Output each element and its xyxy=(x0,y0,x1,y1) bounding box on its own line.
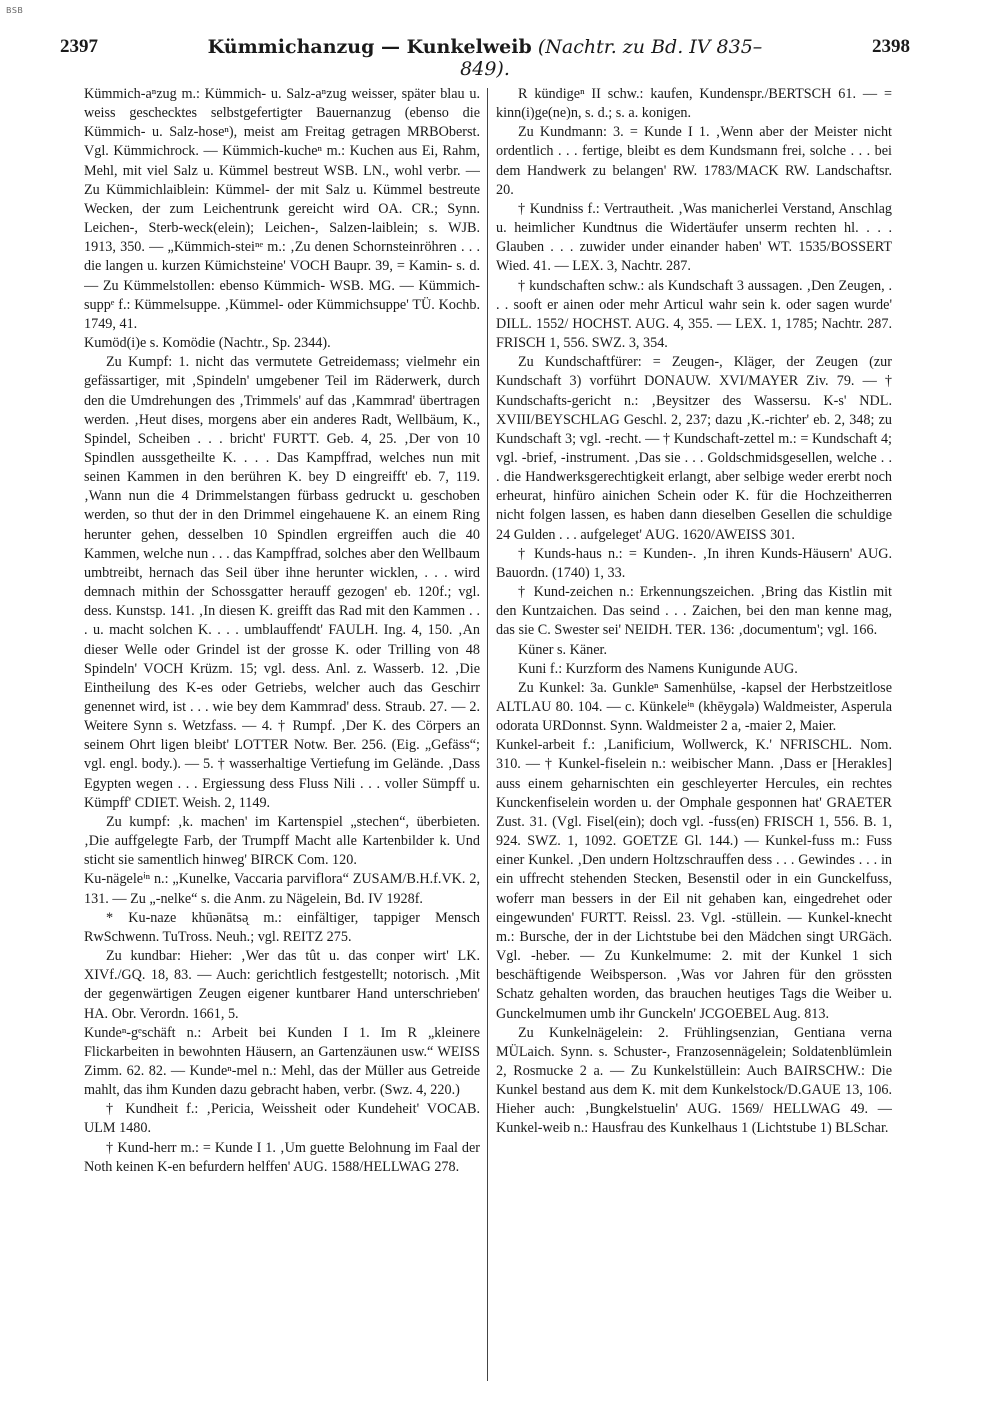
entry-kund-zeichen: † Kund-zeichen n.: Erkennungszeichen. ‚Bring das Kistlin mit den Kuntzaichen. Das seind . . . Zaichen, bei den man kenne mag, das sie C. Swester sei' NEIDH. TER. 136: ‚documentum'; vgl. 166. xyxy=(496,584,892,639)
running-title xyxy=(200,36,770,80)
entry-kund-herr: † Kund-herr m.: = Kunde I 1. ‚Um guette Belohnung im Faal der Noth keinen K-en befurdern helffen' AUG. 1588/HELLWAG 278. xyxy=(84,1139,480,1175)
entry-kunkel: Zu Kunkel: 3a. Gunkleⁿ Samenhülse, -kapsel der Herbstzeitlose ALTLAU 80. 104. — c. Künkeleⁱⁿ (khēyɡələ) Waldmeister, Asperula odorata URDonnst. Synn. Waldmeister 2 a, -maier 2, Maier. xyxy=(496,679,892,735)
entry-kuendigen: R kündigeⁿ II schw.: kaufen, Kundenspr./BERTSCH 61. — = kinn(i)ge(ne)n, s. d.; s. a. konigen. xyxy=(496,86,892,122)
entry-kuener: Küner s. Käner. xyxy=(518,641,608,658)
page-number-right: 2398 xyxy=(872,36,910,57)
entry-kundbar: Zu kundbar: Hieher: ‚Wer das tût u. das conper wirt' LK. XIVf./GQ. 18, 83. — Auch: gerichtlich festgestellt; notorisch. ‚Mit der gegenwärtigen Zeugen eigener kuntbarer Hand unterschrieben' HA. Obr. Verordn. 1661, 5. xyxy=(84,948,480,1022)
entry-kumpf-adj: Zu kumpf: ‚k. machen' im Kartenspiel „stechen“, überbieten. ‚Die auffgelegte Farb, der Trumpff Macht alle Kartenbilder k. Und sticht sie samentlich hinweg' BIRCK Com. 120. xyxy=(84,813,480,869)
entry-kumpf: Zu Kumpf: 1. nicht das vermutete Getreidemass; vielmehr ein gefässartiger, mit ‚Spindeln' umgebener Teil im Räderwerk, durch den die Umdrehungen des ‚Trimmels' auf das ‚Kammrad' übertragen werden. ‚Heut dises, morgens aber ein anderes Radt, Wellbäum, K., Spindel, Scheiben . . . bricht' FURTT. Geb. 4, 25. ‚Der von 10 Spindlen aussgetheilte K. . . . Das Kampffrad, welches nun mit seinen Kammen in den berühren K. bey D eingreifft' eb. 7, 119. ‚Wann nun die 4 Drimmelstangen fürbass gedruckt u. geschoben werden, so thut der in den Drimmel eingehauene K. an einem Ring herunter gehen, desselben 10 Spindlen ergreiffen auch die 40 Kammen, welche nun . . . das Kampffrad, solches aber den Wellbaum umbtreibt, hernach das Seil über ihne herunter wicklen, . . . wird demnach mithin der Schossgatter herauff gezogen' eb. 120f.; vgl. dess. Kunstsp. 141. ‚In diesen K. greifft das Rad mit den Kammen . . . u. macht solchen K. . . . umblauffendt' FAULH. Ing. 4, 150. ‚An dieser Welle oder Grindel ist der grosse K. oder Trilling von 48 Spindeln' VOCH Krüzm. 15; vgl. dess. Anl. z. Wasserb. 12. ‚Die Eintheilung des K-es oder Getriebs, welcher auch das Geschirr genennet wird, ist . . . wie bey dem Kammrad' dess. Straub. 27. — 2. Weitere Synn s. Wetzfass. — 4. † Rumpf. ‚Der K. des Cörpers an seinem Ohrt ligen bleibt' LOTTER Notw. Ber. 256. (Eig. „Gefäss“; vgl. engl. body.). — 5. † wasserhaltige Vertiefung im Gelände. ‚Dass Egypten wegen . . . Ergiessung dess Fluss Nili . . . voller Sümpff u. Kümpff' CDIET. Weish. 2, 1149. xyxy=(84,354,480,811)
entry-kuemmich-anzug: Kümmich-aⁿzug m.: Kümmich- u. Salz-aⁿzug weisser, später blau u. weiss geschecktes selbstgefertigter Bauernanzug (ebenso die Kümmich- u. Salz-hoseⁿ), meist am Freitag getragen MRBOberst. Vgl. Kümmichrock. — Kümmich-kucheⁿ m.: Kuchen aus Ei, Rahm, Mehl, mit viel Salz u. Kümmel bestreut WSB. LN., wohl verbr. — Zu Kümmichlaiblein: Kümmel- der mit Salz u. Kümmel bestreute Wecken, der zum Leichentrunk gereicht wird OA. CR.; Synn. Leichen-, Sterb-weck(elein); Leichen-, Salzen-laiblein; s. WJB. 1913, 350. — „Kümmich-steiⁿᵉ m.: ‚Zu denen Schornsteinröhren . . . die langen u. kurzen Kümichsteine' VOCH Baupr. 39, = Kamin- s. d. — Zu Kümmelstollen: ebenso Kümmich- WSB. MG. — Kümmich-suppᵉ f.: Kümmelsuppe. ‚Kümmel- oder Kümmichsuppe' TÜ. Kochb. 1749, 41. xyxy=(84,86,480,332)
entry-kundmann: Zu Kundmann: 3. = Kunde I 1. ‚Wenn aber der Meister nicht ordentlich . . . fertige, bleibt es dem Kundsmann frei, solche . . . bei dem Handwerk zu belangen' RW. 1783/MACK RW. Landschaftsr. 20. xyxy=(496,124,892,198)
entry-kuni: Kuni f.: Kurzform des Namens Kunigunde AUG. xyxy=(518,660,798,677)
entry-kunkel-arbeit: Kunkel-arbeit f.: ‚Lanificium, Wollwerck, K.' NFRISCHL. Nom. 310. — † Kunkel-fiselein n.: weibischer Mann. ‚Dass er [Herakles] auss einem geharnischten ein geschleyerter Hercules, ein rechtes Kunckenfiselein worden u. der Omphale gesponnen hat' GRAETER Zust. 31. (Vgl. Fisel(ein); doch vgl. -fuss(en) FRISCH 1, 556. B. 1, 924. SWZ. 1, 1092. GOETZE Gl. 144.) — Kunkel-fuss m.: Fuss einer Kunkel. ‚Den undern Holtzschrauffen dess . . . Gewindes . . . in ein uffrecht stehenden Stecken, Besenstil oder in ein Gunckelfuss, woferr man bessers in der Eil nit gehaben kan, eingedrehet oder eingewunden' FURTT. Reissl. 23. Vgl. -stüllein. — Kunkel-knecht m.: Bursche, der in der Lichtstube bei den Mädchen singt URGäch. Vgl. -heber. — Zu Kunkelmume: 2. mit der Kunkel 1 sich beschäftigende Weibsperson. ‚Was vor Jahren für den grössten Schatz gehalten worden, das brauchen heutiges Tags die Weiber u. Gunckelmumen umb ihr Gunckeln' JCGOEBEL Aug. 813. xyxy=(496,737,892,1022)
entry-kundschaften: † kundschaften schw.: als Kundschaft 3 aussagen. ‚Den Zeugen, . . . sooft er ainen oder mehr Articul wahr sein k. oder sagen wurde' DILL. 1552/ HOCHST. AUG. 4, 355. — LEX. 1, 1785; Nachtr. 287. FRISCH 1, 556. SWZ. 3, 354. xyxy=(496,277,892,352)
right-column xyxy=(496,85,892,1385)
entry-kundschaftfuerer: Zu Kundschaftfürer: = Zeugen-, Kläger, der Zeugen (zur Kundschaft 3) vorführt DONAUW. XVI/MAYER Ziv. 79. — † Kundschafts-gericht n.: ‚Beysitzer des Wassersu. K-s' NDL. XVIII/BEYSCHLAG Geschl. 2, 237; dazu ‚K.-richter' eb. 2, 348; zu Kundschaft 3; vgl. -recht. — † Kundschaft-zettel m.: = Kundschaft 4; vgl. -brief, -instrument. ‚Das sie . . . Goldschmidsgesellen, welche . . . die Handwerksgerechtigkeit erlangt, aber selbige weder ererbt noch erheurat, hinfüro ainichen Schein oder K. für die Hochzeitherren nicht folgen lassen, es haben dann dieselben Gesellen die schuldige 24 Gulden . . . aufgeleget' AUG. 1620/AWEISS 301. xyxy=(496,354,892,543)
entry-kunds-haus: † Kunds-haus n.: = Kunden-. ‚In ihren Kunds-Häusern' AUG. Bauordn. (1740) 1, 33. xyxy=(496,545,892,581)
entry-kundheit: † Kundheit f.: ‚Pericia, Weissheit oder Kundeheit' VOCAB. ULM 1480. xyxy=(84,1101,480,1137)
entry-kumoedie: Kumöd(i)e s. Komödie (Nachtr., Sp. 2344). xyxy=(84,335,331,352)
entry-kunkelnaegelein: Zu Kunkelnägelein: 2. Frühlingsenzian, Gentiana verna MÜLaich. Synn. s. Schuster-, Franzosennägelein; Soldatenblümlein 2, Rosmucke 2 a. — Zu Kunkelstüllein: Auch BAIRSCHW.: Die Kunkel bestand aus dem K. mit dem Kunkelstock/D.GAUE 13, 106. Hieher auch: ‚Bungkelstuelin' AUG. 1569/ HELLWAG 49. — Kunkel-weib n.: Hausfrau des Kunkelhaus 1 (Lichtstube 1) BLSchar. xyxy=(496,1024,892,1137)
column-divider xyxy=(487,88,488,1381)
page-header xyxy=(60,36,910,80)
entry-ku-naegelein: Ku-nägeleⁱⁿ n.: „Kunelke, Vaccaria parviflora“ ZUSAM/B.H.f.VK. 2, 131. — Zu „-nelke“ s. die Anm. zu Nägelein, Bd. IV 1928f. xyxy=(84,871,480,907)
library-stamp: BSB xyxy=(6,6,24,15)
left-column xyxy=(84,85,480,1385)
entry-kunden-geschaeft: Kundeⁿ-gᵉschäft n.: Arbeit bei Kunden I 1. Im R „kleinere Flickarbeiten in bewohnten Häusern, an Gartenzäunen usw.“ WEISS Zimm. 62. 82. — Kundeⁿ-mel n.: Mehl, das der Müller aus Getreide mahlt, das ihm Kunden dazu gebracht haben, verbr. (Swz. 4, 220.) xyxy=(84,1024,480,1099)
entry-kundniss: † Kundniss f.: Vertrautheit. ‚Was manicherlei Verstand, Anschlag u. heimlicher Kundtnus die Widertäufer unserm rechten hl. . . . Glauben . . . zuwider under einander haben' WT. 1535/BOSSERT Wied. 41. — LEX. 3, Nachtr. 287. xyxy=(496,200,892,275)
page-number-left: 2397 xyxy=(60,36,98,57)
running-title-note: (Nachtr. zu Bd. IV 835–849). xyxy=(460,36,763,80)
entry-ku-naze: * Ku-naze khūənātsə̨ m.: einfältiger, tappiger Mensch RwSchwenn. TuTross. Neuh.; vgl. REITZ 275. xyxy=(84,909,480,945)
running-title-main: Kümmichanzug — Kunkelweib xyxy=(207,36,532,58)
